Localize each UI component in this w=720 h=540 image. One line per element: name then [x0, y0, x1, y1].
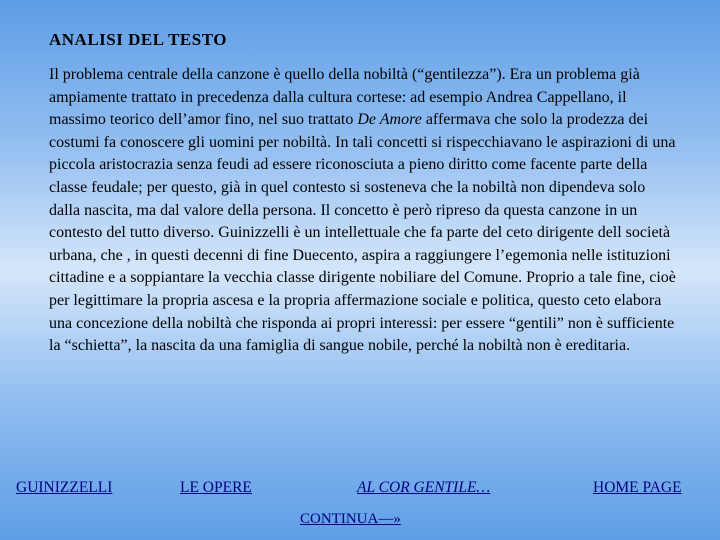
paragraph-text-part2: affermava che solo la prodezza dei costumi fa conoscere gli uomini per nobiltà. In tali concetti si rispecchiavano le aspirazioni di una piccola aristocrazia senza feudi ad essere riconosciuta a pieno diritto come facente parte della classe feudale; per questo, già in quel contesto si sosteneva che la nobiltà non dipendeva solo dalla nascita, ma dal valore della persona. Il concetto è però ripreso da questa canzone in un contesto del tutto diverso. Guinizzelli è un intellettuale che fa parte del ceto dirigente dell società urbana, che , in questi decenni di fine Duecento, aspira a raggiungere l’egemonia nelle istituzioni cittadine e a soppiantare la vecchia classe dirigente nobiliare del Comune. Proprio a tale fine, cioè per legittimare la propria ascesa e la propria affermazione sociale e politica, questo ceto elabora una concezione della nobiltà che risponda ai propri interessi: per essere “gentili” non è sufficiente la “schietta”, la nascita da una famiglia di sangue nobile, perché la nobiltà non è ereditaria.: [49, 111, 676, 355]
nav-link-guinizzelli[interactable]: GUINIZZELLI: [16, 479, 113, 496]
nav-link-home-page[interactable]: HOME PAGE: [593, 479, 682, 496]
continue-link[interactable]: CONTINUA—»: [300, 511, 401, 527]
analysis-paragraph: [49, 64, 679, 358]
page-title: ANALISI DEL TESTO: [49, 30, 227, 49]
nav-link-al-cor-gentile[interactable]: AL COR GENTILE…: [357, 479, 491, 496]
nav-link-le-opere[interactable]: LE OPERE: [180, 479, 252, 496]
treatise-title: De Amore: [357, 111, 422, 129]
paragraph-text-part1: Il problema centrale della canzone è quello della nobiltà (“gentilezza”). Era un problema già ampiamente trattato in precedenza dalla cultura cortese: ad esempio Andrea Cappellano, il massimo teorico dell’amor fino, nel suo trattato: [49, 66, 640, 129]
